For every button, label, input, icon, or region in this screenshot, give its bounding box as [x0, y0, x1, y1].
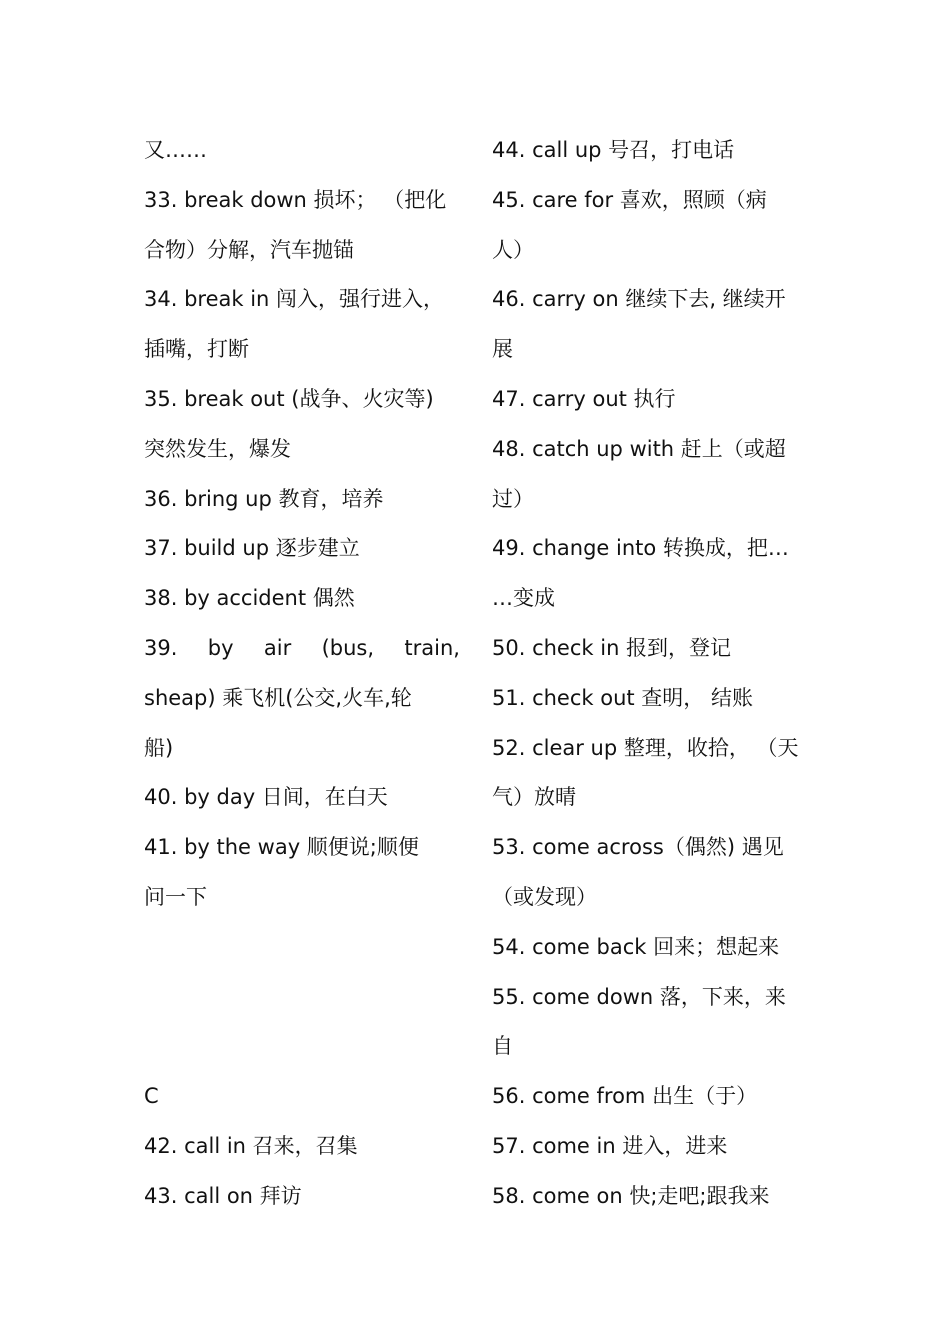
right-column [492, 126, 808, 1222]
text-line: 45. care for 喜欢，照顾（病 [492, 187, 767, 212]
text-line: 51. check out 查明， 结账 [492, 685, 753, 710]
text-line: 47. carry out 执行 [492, 386, 676, 411]
blank-line [144, 923, 460, 973]
word: by [207, 635, 234, 660]
text-line: 合物）分解，汽车抛锚 [144, 237, 354, 262]
text-line: 38. by accident 偶然 [144, 586, 355, 611]
text-line: 52. clear up 整理，收拾， （天 [492, 735, 799, 760]
text-line: 40. by day 日间，在白天 [144, 785, 388, 810]
text-line: 41. by the way 顺便说;顺便 [144, 835, 419, 860]
text-line: sheap) 乘飞机(公交,火车,轮 [144, 685, 412, 710]
text-line: 43. call on 拜访 [144, 1183, 302, 1208]
text-line: 58. come on 快;走吧;跟我来 [492, 1183, 770, 1208]
text-line: 气）放晴 [492, 785, 576, 810]
text-line: 37. build up 逐步建立 [144, 536, 360, 561]
text-line: …变成 [492, 586, 555, 611]
blank-line [144, 973, 460, 1023]
text-line: 57. come in 进入，进来 [492, 1133, 728, 1158]
text-line: 48. catch up with 赶上（或超 [492, 436, 786, 461]
text-line: 33. break down 损坏； （把化 [144, 187, 447, 212]
text-line: 船) [144, 735, 174, 760]
text-line: 过） [492, 486, 534, 511]
text-line: 又…… [144, 138, 207, 162]
text-line: 49. change into 转换成，把… [492, 536, 789, 561]
justified-text-line [144, 624, 460, 674]
text-line: 35. break out (战争、火灾等) [144, 386, 434, 411]
left-column [144, 126, 460, 1222]
blank-line [144, 1022, 460, 1072]
section-heading: C [144, 1084, 159, 1109]
text-line: 54. come back 回来；想起来 [492, 934, 780, 959]
text-line: 42. call in 召来，召集 [144, 1133, 358, 1158]
text-line: 34. break in 闯入，强行进入， [144, 287, 445, 312]
word: 39. [144, 635, 178, 660]
text-line: 55. come down 落，下来，来 [492, 984, 786, 1009]
text-line: 53. come across（偶然) 遇见 [492, 835, 784, 860]
text-line: 44. call up 号召，打电话 [492, 138, 735, 162]
text-line: 50. check in 报到，登记 [492, 635, 732, 660]
text-line: 36. bring up 教育，培养 [144, 486, 384, 511]
text-line: 自 [492, 1034, 513, 1059]
text-line: （或发现） [492, 884, 597, 909]
text-line: 56. come from 出生（于） [492, 1084, 758, 1109]
word: train, [404, 635, 460, 660]
text-line: 问一下 [144, 884, 207, 909]
word: air [263, 635, 292, 660]
text-line: 突然发生，爆发 [144, 436, 291, 461]
word: (bus, [321, 635, 375, 660]
text-line: 人） [492, 237, 534, 262]
text-line: 46. carry on 继续下去, 继续开 [492, 287, 786, 312]
text-line: 插嘴，打断 [144, 337, 249, 362]
text-line: 展 [492, 337, 513, 362]
